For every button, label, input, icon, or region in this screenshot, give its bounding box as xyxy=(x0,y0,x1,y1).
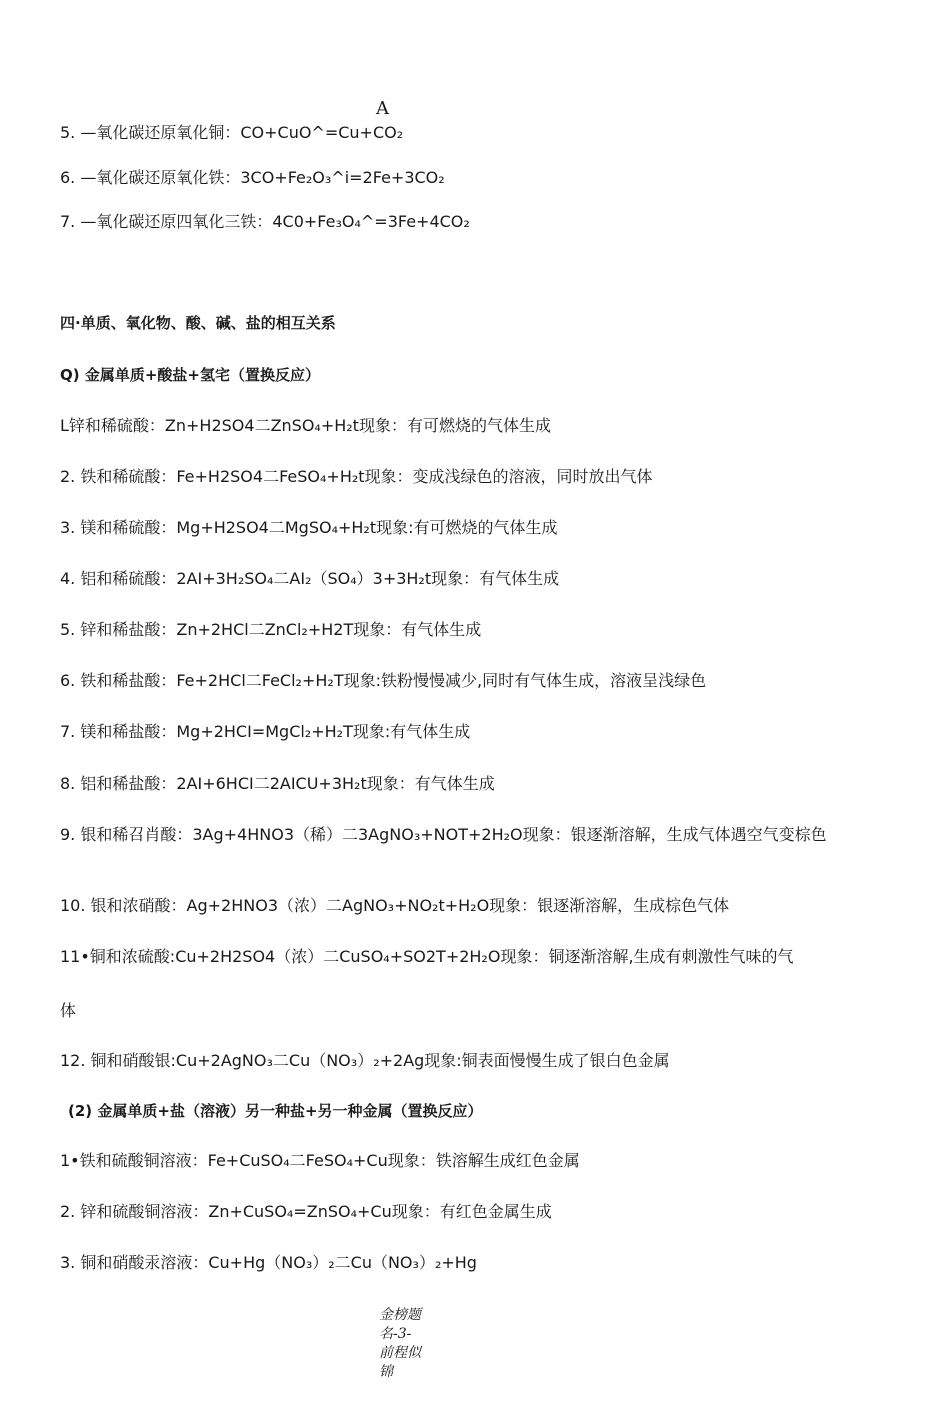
page-marker: A xyxy=(376,98,389,119)
reaction-item: 3. 铜和硝酸汞溶液：Cu+Hg（NO₃）₂二Cu（NO₃）₂+Hg xyxy=(60,1253,477,1272)
reaction-item-continued: 体 xyxy=(60,1001,77,1020)
reaction-item: 12. 铜和硝酸银:Cu+2AgNO₃二Cu（NO₃）₂+2Ag现象:铜表面慢慢生成了银白色金属 xyxy=(60,1051,670,1070)
reaction-item: 10. 银和浓硝酸：Ag+2HNO3（浓）二AgNO₃+NO₂t+H₂O现象：银逐渐溶解，生成棕色气体 xyxy=(60,896,730,915)
page-footer: 金榜题名-3-前程似锦 xyxy=(379,1307,421,1380)
reaction-item: 1•铁和硫酸铜溶液：Fe+CuSO₄二FeSO₄+Cu现象：铁溶解生成红色金属 xyxy=(60,1151,580,1170)
equation-line: 6. —氧化碳还原氧化铁：3CO+Fe₂O₃^i=2Fe+3CO₂ xyxy=(60,168,445,187)
reaction-item: 6. 铁和稀盐酸：Fe+2HCl二FeCl₂+H₂T现象:铁粉慢慢减少,同时有气体生成，溶液呈浅绿色 xyxy=(60,671,707,690)
reaction-item: 7. 镁和稀盐酸：Mg+2HCI=MgCl₂+H₂T现象:有气体生成 xyxy=(60,722,471,741)
reaction-item: 2. 铁和稀硫酸：Fe+H2SO4二FeSO₄+H₂t现象：变成浅绿色的溶液，同时放出气体 xyxy=(60,467,653,486)
equation-line: 5. —氧化碳还原氧化铜：CO+CuO^=Cu+CO₂ xyxy=(60,123,404,142)
reaction-item: 11•铜和浓硫酸:Cu+2H2SO4（浓）二CuSO₄+SO2T+2H₂O现象：铜逐渐溶解,生成有刺激性气味的气 xyxy=(60,947,794,966)
section-heading: 四·单质、氧化物、酸、碱、盐的相互关系 xyxy=(60,314,336,332)
reaction-item: 8. 铝和稀盐酸：2AI+6HCI二2AICU+3H₂t现象：有气体生成 xyxy=(60,774,495,793)
reaction-item: 9. 银和稀召肖酸：3Ag+4HNO3（稀）二3AgNO₃+NOT+2H₂O现象：银逐渐溶解，生成气体遇空气变棕色 xyxy=(60,825,827,844)
reaction-item: 2. 锌和硫酸铜溶液：Zn+CuSO₄=ZnSO₄+Cu现象：有红色金属生成 xyxy=(60,1202,552,1221)
reaction-item: 5. 锌和稀盐酸：Zn+2HCl二ZnCl₂+H2T现象：有气体生成 xyxy=(60,620,482,639)
reaction-item: 3. 镁和稀硫酸：Mg+H2SO4二MgSO₄+H₂t现象:有可燃烧的气体生成 xyxy=(60,518,558,537)
subsection-heading: (2) 金属单质+盐（溶液）另一种盐+另一种金属（置换反应） xyxy=(68,1102,483,1120)
subsection-heading: Q) 金属单质+酸盐+氢宅（置换反应） xyxy=(60,366,320,384)
reaction-item: 4. 铝和稀硫酸：2AI+3H₂SO₄二AI₂（SO₄）3+3H₂t现象：有气体生成 xyxy=(60,569,560,588)
reaction-item: L锌和稀硫酸：Zn+H2SO4二ZnSO₄+H₂t现象：有可燃烧的气体生成 xyxy=(60,416,551,435)
equation-line: 7. —氧化碳还原四氧化三铁：4C0+Fe₃O₄^=3Fe+4CO₂ xyxy=(60,212,470,231)
